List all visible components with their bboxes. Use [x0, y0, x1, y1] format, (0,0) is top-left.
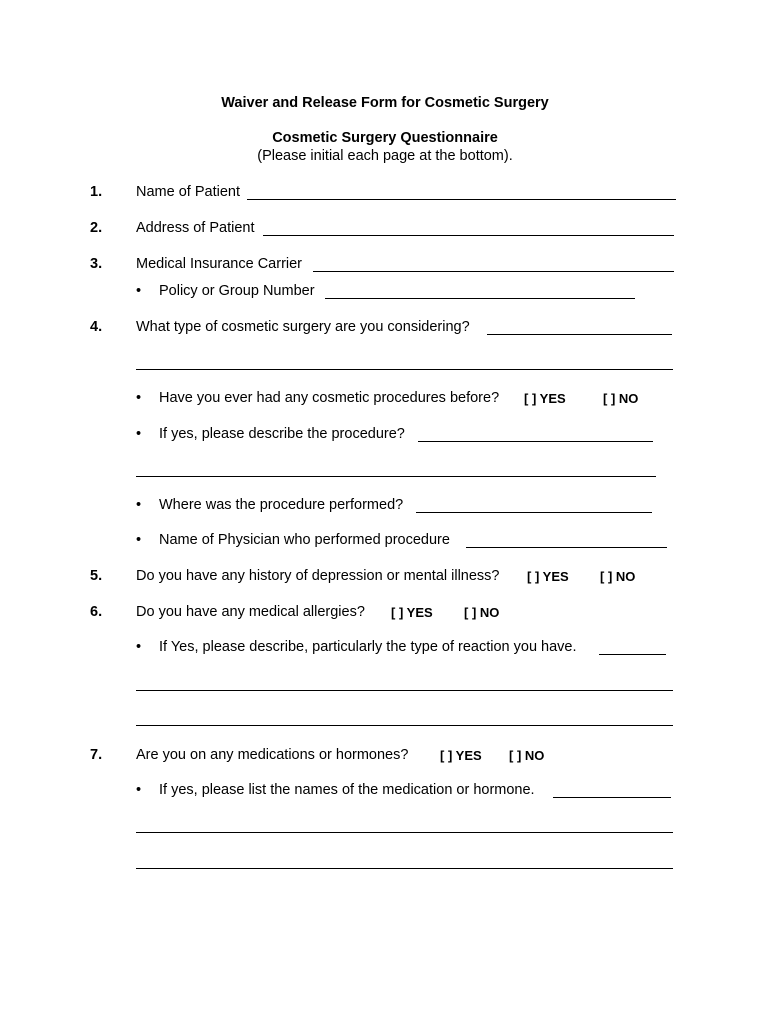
question-number: 1. — [90, 184, 103, 200]
prior-procedures-no-checkbox[interactable]: [ ] NO — [603, 391, 639, 406]
question-number: 5. — [90, 568, 103, 584]
allergies-yes-checkbox[interactable]: [ ] YES — [391, 605, 433, 620]
bullet-icon: • — [136, 283, 142, 299]
policy-number-field[interactable] — [325, 298, 635, 299]
depression-no-checkbox[interactable]: [ ] NO — [600, 569, 636, 584]
bullet-icon: • — [136, 532, 142, 548]
question-number: 4. — [90, 319, 103, 335]
medication-names-label: If yes, please list the names of the medication or hormone. — [159, 782, 535, 798]
bullet-icon: • — [136, 390, 142, 406]
procedure-description-field[interactable] — [418, 441, 653, 442]
procedure-description-field-continued[interactable] — [136, 476, 656, 477]
question-number: 6. — [90, 604, 103, 620]
physician-name-label: Name of Physician who performed procedure — [159, 532, 450, 548]
allergy-reaction-field-line-3[interactable] — [136, 725, 673, 726]
question-number: 3. — [90, 256, 103, 272]
form-title: Waiver and Release Form for Cosmetic Surgery — [221, 95, 549, 111]
medication-names-field[interactable] — [553, 797, 671, 798]
insurance-carrier-label: Medical Insurance Carrier — [136, 256, 303, 272]
bullet-icon: • — [136, 426, 142, 442]
prior-procedures-label: Have you ever had any cosmetic procedures before? — [159, 390, 500, 406]
allergy-reaction-field[interactable] — [599, 654, 666, 655]
procedure-description-label: If yes, please describe the procedure? — [159, 426, 405, 442]
procedure-location-field[interactable] — [416, 512, 652, 513]
allergy-reaction-label: If Yes, please describe, particularly the type of reaction you have. — [159, 639, 577, 655]
medications-no-checkbox[interactable]: [ ] NO — [509, 748, 545, 763]
allergy-reaction-field-line-2[interactable] — [136, 690, 673, 691]
prior-procedures-yes-checkbox[interactable]: [ ] YES — [524, 391, 566, 406]
patient-address-field[interactable] — [263, 235, 674, 236]
insurance-carrier-field[interactable] — [313, 271, 674, 272]
medication-names-field-line-3[interactable] — [136, 868, 673, 869]
surgery-type-label: What type of cosmetic surgery are you considering? — [136, 319, 470, 335]
medications-label: Are you on any medications or hormones? — [136, 747, 409, 763]
surgery-type-field[interactable] — [487, 334, 672, 335]
bullet-icon: • — [136, 782, 142, 798]
patient-address-label: Address of Patient — [136, 220, 255, 236]
depression-yes-checkbox[interactable]: [ ] YES — [527, 569, 569, 584]
patient-name-label: Name of Patient — [136, 184, 240, 200]
questionnaire-title: Cosmetic Surgery Questionnaire — [272, 130, 498, 146]
initial-instruction: (Please initial each page at the bottom). — [257, 148, 513, 164]
bullet-icon: • — [136, 639, 142, 655]
question-number: 2. — [90, 220, 103, 236]
physician-name-field[interactable] — [466, 547, 667, 548]
depression-history-label: Do you have any history of depression or mental illness? — [136, 568, 500, 584]
allergies-label: Do you have any medical allergies? — [136, 604, 365, 620]
patient-name-field[interactable] — [247, 199, 676, 200]
surgery-type-field-continued[interactable] — [136, 369, 673, 370]
bullet-icon: • — [136, 497, 142, 513]
policy-number-label: Policy or Group Number — [159, 283, 315, 299]
question-number: 7. — [90, 747, 103, 763]
medications-yes-checkbox[interactable]: [ ] YES — [440, 748, 482, 763]
allergies-no-checkbox[interactable]: [ ] NO — [464, 605, 500, 620]
medication-names-field-line-2[interactable] — [136, 832, 673, 833]
procedure-location-label: Where was the procedure performed? — [159, 497, 404, 513]
